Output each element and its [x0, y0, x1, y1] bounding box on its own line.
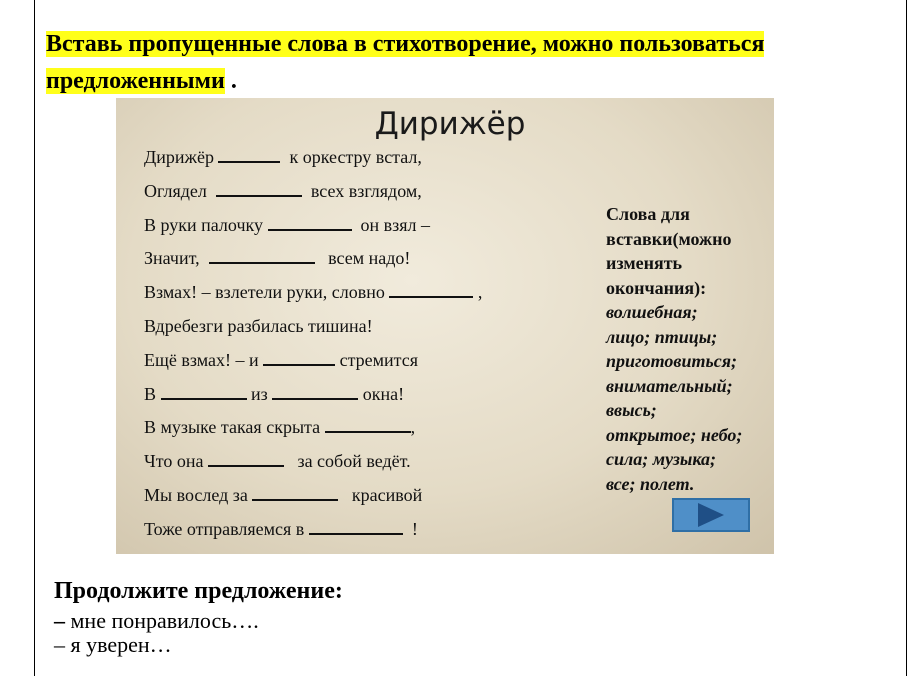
fill-in-blank[interactable]: [216, 181, 302, 197]
task-line-2-tail: .: [224, 68, 237, 94]
poem-line: [144, 247, 410, 269]
continue-line-1-dash: –: [54, 608, 65, 633]
poem-text: Дирижёр: [144, 147, 219, 167]
fill-in-blank[interactable]: [309, 519, 403, 535]
fill-in-blank[interactable]: [209, 248, 315, 264]
insert-word-line: лицо; птицы;: [606, 326, 718, 347]
poem-text: В музыке такая скрыта: [144, 417, 325, 438]
fill-in-blank[interactable]: [218, 147, 280, 163]
poem-slide: [116, 98, 774, 554]
poem-text: В: [144, 383, 161, 404]
continue-line-1: [54, 608, 259, 634]
next-slide-button[interactable]: [672, 498, 750, 532]
fill-in-blank[interactable]: [263, 350, 335, 366]
fill-in-blank[interactable]: [268, 215, 352, 231]
poem-text: к оркестру встал,: [280, 147, 422, 167]
poem-line: [144, 383, 404, 405]
poem-line: [144, 450, 411, 472]
fill-in-blank[interactable]: [208, 451, 284, 467]
fill-in-blank[interactable]: [325, 417, 411, 433]
left-border-line: [34, 0, 35, 676]
insert-word-line: ввысь;: [606, 400, 657, 420]
poem-text: за собой ведёт.: [283, 451, 411, 472]
poem-text: Тоже отправляемся в: [144, 518, 309, 539]
poem-text: Вдребезги разбилась тишина!: [144, 316, 373, 336]
insert-word-line: все; полет.: [606, 473, 695, 494]
continue-line-2: – я уверен…: [54, 632, 172, 657]
poem-text: Оглядел: [144, 180, 216, 201]
play-arrow-icon: [698, 503, 724, 527]
poem-line: [144, 214, 430, 236]
insert-word-line: волшебная;: [606, 302, 698, 322]
insert-word-line: сила; музыка;: [606, 449, 716, 469]
poem-text: Что она: [144, 451, 208, 472]
insert-word-line: внимательный;: [606, 375, 733, 396]
poem-line: [144, 281, 482, 303]
continue-title: Продолжите предложение:: [54, 578, 343, 604]
insert-words-box: [606, 202, 776, 496]
poem-text: ,: [410, 417, 416, 438]
poem-text: он взял –: [351, 214, 431, 235]
poem-text: всех взглядом,: [301, 180, 422, 201]
poem-text: Мы вослед за: [144, 485, 253, 505]
words-header-line: вставки(можно: [606, 228, 732, 249]
words-header-line: изменять: [606, 253, 683, 273]
fill-in-blank[interactable]: [389, 282, 473, 298]
task-line-1: Вставь пропущенные слова в стихотворение, можно пользоваться: [46, 31, 765, 57]
poem-line: [144, 416, 415, 438]
poem-text: стремится: [335, 349, 419, 370]
slide-title: Дирижёр: [374, 106, 526, 142]
fill-in-blank[interactable]: [252, 485, 338, 501]
poem-text: !: [402, 518, 418, 539]
poem-line: [144, 518, 418, 540]
poem-text: Ещё взмах! – и: [144, 349, 264, 370]
poem-line: [144, 180, 422, 202]
poem-text: ,: [473, 282, 483, 303]
poem-line: [144, 484, 422, 506]
poem-text: красивой: [338, 485, 423, 505]
poem-text: Взмах! – взлетели руки, словно: [144, 282, 390, 303]
continue-line-1-text: мне понравилось….: [65, 608, 259, 633]
words-header-line: окончания):: [606, 277, 707, 298]
fill-in-blank[interactable]: [272, 384, 358, 400]
words-header-line: Слова для: [606, 204, 690, 224]
poem-text: всем надо!: [314, 248, 411, 269]
right-border-line: [906, 0, 907, 676]
poem-line: [144, 349, 418, 371]
poem-text: окна!: [358, 383, 405, 404]
poem-text: Значит,: [144, 248, 209, 269]
task-instruction: [46, 26, 896, 100]
poem-text: В руки палочку: [144, 214, 268, 235]
poem-line: [144, 315, 373, 337]
insert-word-line: открытое; небо;: [606, 424, 743, 445]
task-line-2-highlight: предложенными: [46, 68, 225, 94]
fill-in-blank[interactable]: [161, 384, 247, 400]
insert-word-line: приготовиться;: [606, 351, 737, 371]
poem-text: из: [246, 383, 273, 404]
poem-line: [144, 146, 422, 168]
